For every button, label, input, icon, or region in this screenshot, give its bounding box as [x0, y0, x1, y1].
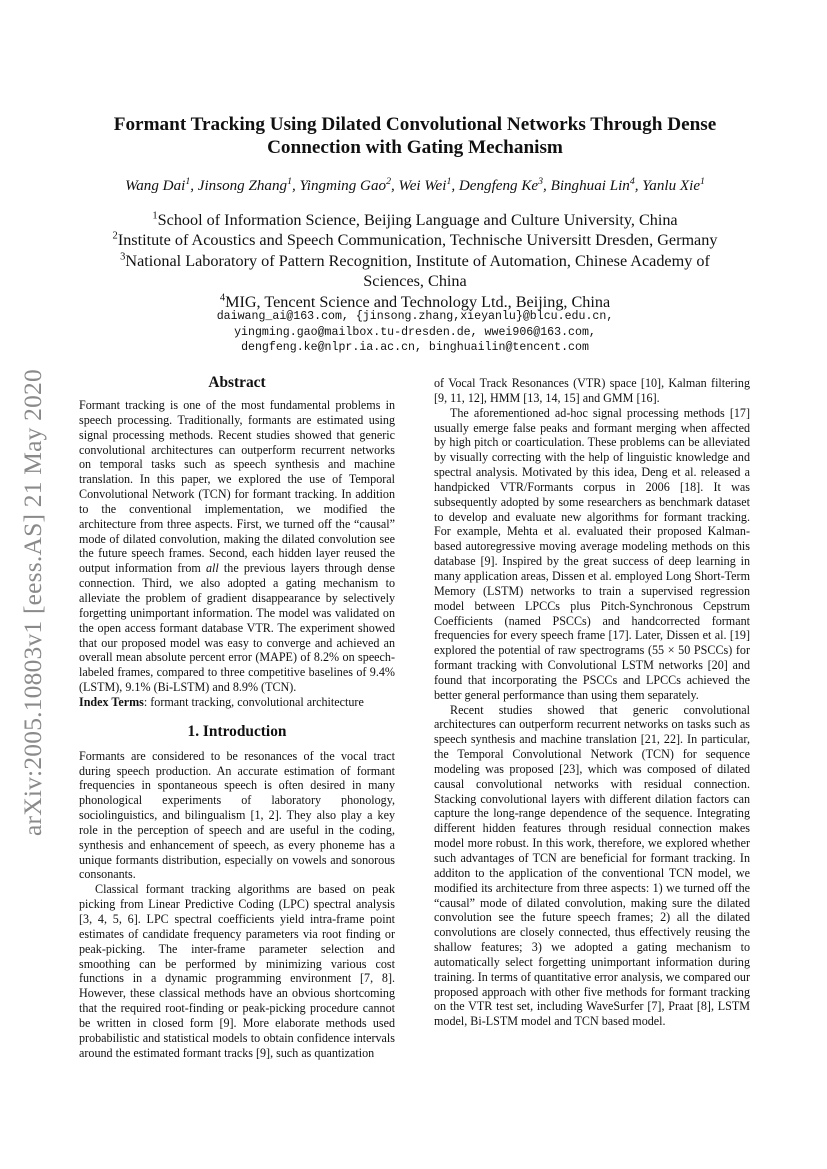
affiliation: $^3$National Laboratory of Pattern Recognition, Institute of Automation, Chinese Academy of Sciences, China: [120, 251, 710, 291]
author: Dengfeng Ke$^3$,: [458, 175, 551, 194]
affiliation: $^4$MIG, Tencent Science and Technology Ltd., Beijing, China: [219, 292, 611, 311]
author-list: [80, 176, 750, 196]
abstract-heading: Abstract: [208, 374, 266, 391]
author: Wei Wei$^1$,: [398, 175, 459, 194]
index-terms: Index Terms: formant tracking, convolutional architecture: [79, 694, 364, 709]
email-line[interactable]: yingming.gao@mailbox.tu-dresden.de, wwei906@163.com,: [234, 325, 596, 339]
title-line-1: Formant Tracking Using Dilated Convolutional Networks Through Dense: [113, 114, 717, 135]
author: Yingming Gao$^2$,: [299, 175, 399, 194]
affiliation: $^1$School of Information Science, Beijing Language and Culture University, China: [152, 210, 678, 229]
title-line-2: Connection with Gating Mechanism: [267, 137, 563, 158]
intro-paragraph: Formants are considered to be resonances of the vocal tract during speech production. An accurate estimation of formant frequencies in spontaneous speech is often desired in many phonological experiments of laboratory phonology, sociolinguistics, and bilingualism [1, 2]. They also play a key role in the perception of speech and are useful in the coding, synthesis and enhancement of speech, as every phoneme has a unique formants distribution, especially on vowels and sonorous consonants.: [79, 748, 395, 882]
email-list: [80, 309, 750, 356]
body-paragraph: Recent studies showed that generic convolutional architectures can outperform recurrent networks on tasks such as speech synthesis and machine translation [21, 22]. In particular, the Temporal Convolutional Network (TCN) for sequence modeling was proposed [23], which was composed of dilated causal convolutional networks with residual connection. Stacking convolutional layers with different dilation factors can capture the long-range dependence of the sequence. Integrating different hidden features through residual connection makes model more robust. In this work, therefore, we explored whether such advantages of TCN are beneficial for formant tracking. In additon to the application of the conventional TCN model, we modified its architecture from three aspects: 1) we turned off the “causal” mode of dilated convolution, making sure the dilated convolution see the future speech frames; 2) all the dilated convolutions are closely connected, thus effectively reusing the shallow features; 3) we adopted a gating mechanism to automatically select forgetting unimportant information during training. In terms of quantitative error analysis, we compared our proposed approach with other five methods for formant tracking on the VTR test set, including WaveSurfer [7], Praat [8], LSTM model, Bi-LSTM model and TCN based model.: [434, 702, 750, 1029]
email-line[interactable]: daiwang_ai@163.com, {jinsong.zhang,xieyanlu}@blcu.edu.cn,: [216, 310, 614, 323]
author: Yanlu Xie$^1$: [642, 175, 705, 194]
intro-paragraph: Classical formant tracking algorithms are based on peak picking from Linear Predictive Coding (LPC) spectral analysis [3, 4, 5, 6]. LPC spectral coefficients yield intra-frame point estimates of candidate frequency parameters via root finding or peak-picking. The inter-frame parameter selection and smoothing can be performed by minimizing various cost functions in a dynamic programming environment [7, 8]. However, these classical methods have an obvious shortcoming that the required root-finding or peak-picking procedure cannot be written in closed form [9]. More elaborate methods used probabilistic and statistical models to obtain confidence intervals around the estimated formant tracks [9], such as quantization: [79, 882, 395, 1060]
author: Wang Dai$^1$,: [125, 175, 198, 194]
introduction-heading: 1. Introduction: [187, 722, 287, 740]
body-paragraph: The aforementioned ad-hoc signal processing methods [17] usually emerge false peaks and formant merging when affected by high pitch or coarticulation. These problems can be alleviated by visually correcting with the help of linguistic knowledge and spectral analysis. Motivated by this idea, Deng et al. released a handpicked VTR/Formants corpus in 2006 [18]. It was subsequently adopted by some researchers as benchmark dataset to develop and evaluate new algorithms for formant tracking. For example, Mehta et al. evaluated their proposed Kalman-based autoregressive moving average modeling methods on this database [9]. Inspired by the great success of deep learning in many application areas, Dissen et al. employed Long Short-Term Memory (LSTM) networks to train a supervised regression model between LPCCs plus Pitch-Synchronous Cepstrum Coefficients (named PSCCs) and handcorrected formant frequencies for every speech frame [17]. Later, Dissen et al. [19] explored the potential of raw spectrograms (55 × 50 PSCCs) for formant tracking with Convolutional LSTM networks [20] and found that incorporating the PSCCs and LPCCs achieved the better general performance than using them separately.: [434, 405, 750, 702]
author: Binghuai Lin$^4$,: [550, 175, 643, 194]
right-column: [434, 376, 750, 1029]
email-line[interactable]: dengfeng.ke@nlpr.ia.ac.cn, binghuailin@tencent.com: [241, 341, 589, 355]
arxiv-stamp: arXiv:2005.10803v1 [eess.AS] 21 May 2020: [18, 369, 47, 836]
body-paragraph: of Vocal Track Resonances (VTR) space [10], Kalman filtering [9, 11, 12], HMM [13, 14, 15] and GMM [16].: [434, 376, 750, 405]
paper-title: [80, 113, 750, 159]
left-column: [79, 373, 395, 1060]
author: Jinsong Zhang$^1$,: [197, 175, 300, 194]
affiliation: $^2$Institute of Acoustics and Speech Communication, Technische Universitt Dresden, Germany: [112, 231, 718, 250]
affiliations: [80, 210, 750, 312]
abstract-text: Formant tracking is one of the most fundamental problems in speech processing. Traditionally, formants are estimated using signal processing methods. Recent studies showed that generic convolutional architectures can outperform recurrent networks on temporal tasks such as speech synthesis and machine translation. In this paper, we explored the use of Temporal Convolutional Network (TCN) for formant tracking. In addition to the conventional implementation, we modified the architecture from three aspects. First, we turned off the “causal” mode of dilated convolution, making the dilated convolution see the future speech frames. Second, each hidden layer reused the output information from all the previous layers through dense connection. Third, we also adopted a gating mechanism to alleviate the problem of gradient disappearance by selectively forgetting unimportant information. The model was validated on the open access formant database VTR. The experiment showed that our proposed model was easy to converge and achieved an overall mean absolute percent error (MAPE) of 8.2% on speech-labeled frames, compared to three competitive baselines of 9.4% (LSTM), 9.1% (Bi-LSTM) and 8.9% (TCN).: [79, 398, 395, 695]
